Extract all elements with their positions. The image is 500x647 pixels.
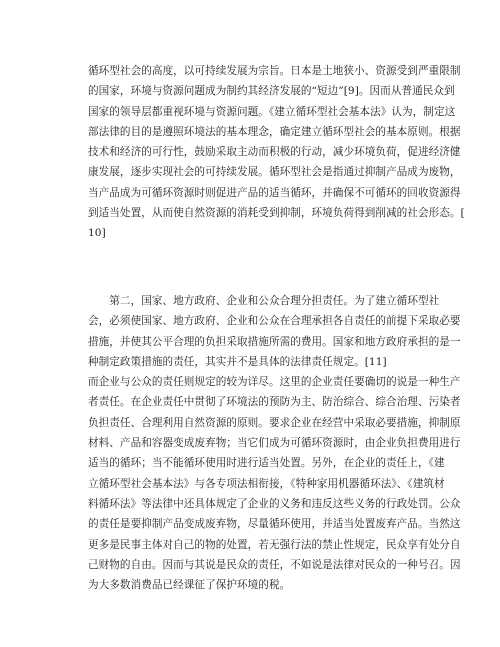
text-line: 材料、产品和容器变成废弃物；当它们成为可循环资源时，由企业负担费用进行 bbox=[88, 437, 461, 450]
text-line: 料循环法》等法律中还具体规定了企业的义务和违反这些义务的行政处罚。公众 bbox=[88, 497, 461, 510]
text-line: 而企业与公众的责任则规定的较为详尽。这里的企业责任要确切的说是一种生产 bbox=[88, 376, 461, 389]
text-line: 适当的循环；当不能循环使用时进行适当处置。另外，在企业的责任上，《建 bbox=[88, 457, 445, 470]
text-line: 国家的领导层都重视环境与资源问题。《建立循环型社会基本法》认为，制定这 bbox=[88, 105, 456, 118]
text-line: 当产品成为可循环资源时则促进产品的适当循环，并确保不可循环的回收资源得 bbox=[88, 186, 461, 199]
text-line: 为大多数消费品已经课征了保护环境的税。 bbox=[88, 579, 291, 592]
text-line: 康发展，逐步实现社会的可持续发展。循环型社会是指通过抑制产品成为废物， bbox=[88, 166, 461, 179]
text-line: 部法律的目的是遵照环境法的基本理念，确定建立循环型社会的基本原则。根据 bbox=[88, 125, 461, 138]
text-line: 者责任。在企业责任中贯彻了环境法的预防为主、防治综合、综合治理、污染者 bbox=[88, 396, 461, 409]
text-line: 10] bbox=[88, 227, 106, 240]
text-line: 己财物的自由。因而与其说是民众的责任，不如说是法律对民众的一种号召。因 bbox=[88, 558, 461, 571]
text-line: 第二，国家、地方政府、企业和公众合理分担责任。为了建立循环型社 bbox=[88, 295, 440, 307]
text-line: 立循环型社会基本法》与各专项法相衔接，《特种家用机器循环法》、《建筑材 bbox=[88, 477, 445, 490]
text-line: 负担责任、合理利用自然资源的原则。要求企业在经营中采取必要措施，抑制原 bbox=[88, 416, 461, 429]
text-line: 到适当处置，从而使自然资源的消耗受到抑制，环境负荷得到削减的社会形态。[ bbox=[88, 207, 465, 220]
paragraph-shared-responsibility bbox=[88, 291, 461, 595]
text-line: 种制定政策措施的责任，其实并不是具体的法律责任规定。[11] bbox=[88, 355, 387, 368]
paragraph-recycling-society-japan bbox=[88, 61, 465, 244]
text-line: 的责任是要抑制产品变成废弃物，尽量循环使用，并适当处置废弃产品。当然这 bbox=[88, 518, 461, 531]
text-line: 循环型社会的高度，以可持续发展为宗旨。日本是土地狭小、资源受到严重限制 bbox=[88, 65, 461, 77]
text-line: 更多是民事主体对自己的物的处置，若无强行法的禁止性规定，民众享有处分自 bbox=[88, 538, 461, 551]
text-line: 技术和经济的可行性，鼓励采取主动而积极的行动，减少环境负荷，促进经济健 bbox=[88, 146, 461, 159]
text-line: 会，必须使国家、地方政府、企业和公众在合理承担各自责任的前提下采取必要 bbox=[88, 315, 461, 328]
text-line: 的国家，环境与资源问题成为制约其经济发展的“短边”[9]。因而从普通民众到 bbox=[88, 85, 455, 98]
text-line: 措施，并使其公平合理的负担采取措施所需的费用。国家和地方政府承担的是一 bbox=[88, 335, 461, 348]
